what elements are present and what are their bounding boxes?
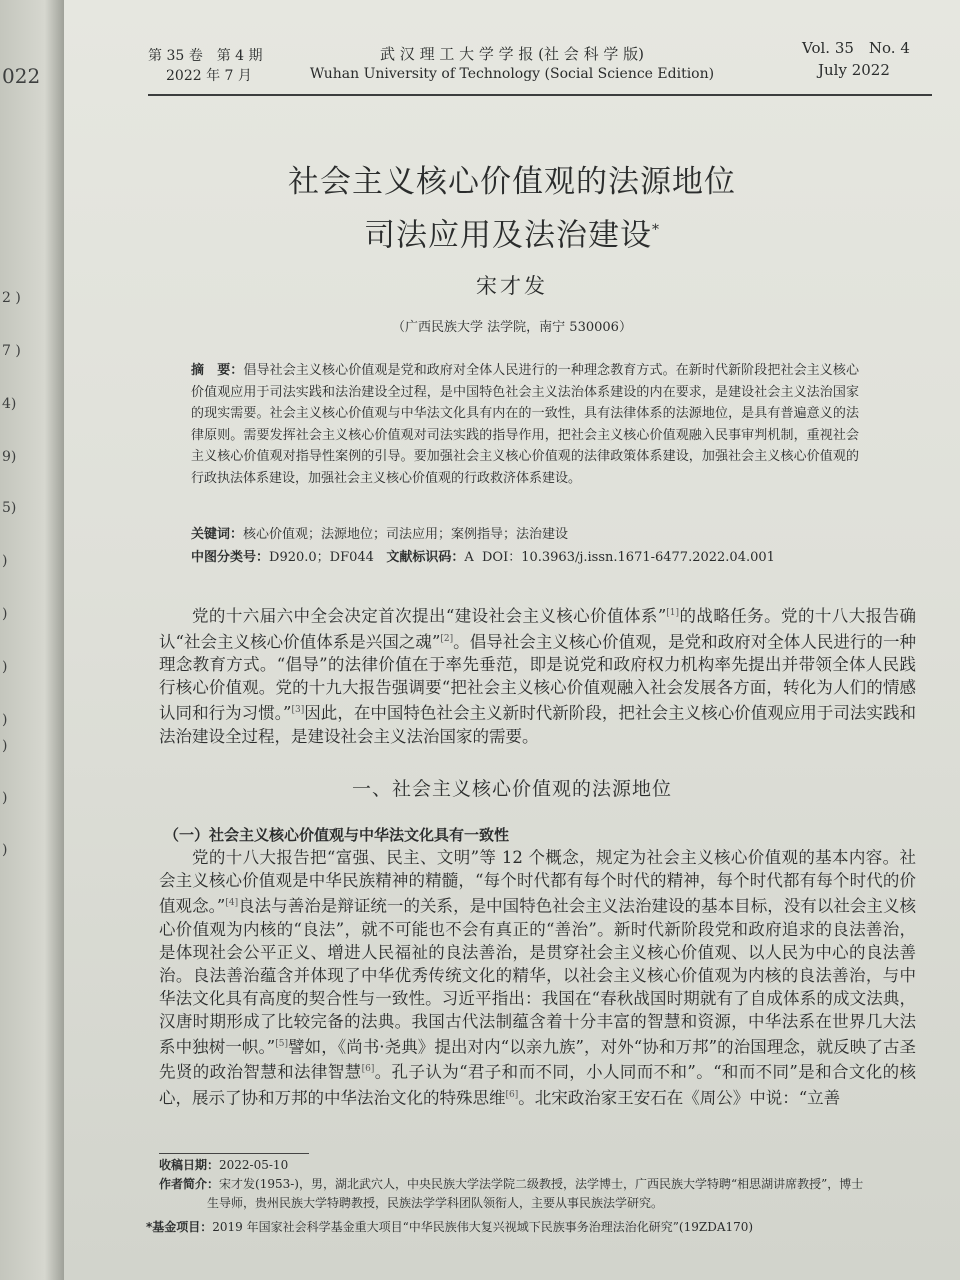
footnote-author-cont: 生导师，贵州民族大学特聘教授，民族法学学科团队领衔人，主要从事民族法学研究。 [207,1196,664,1210]
citation: [6] [361,1064,375,1074]
citation: [4] [225,898,239,908]
header-journal-name-en: Wuhan University of Technology (Social Science Edition) [309,66,715,82]
keywords [191,523,891,542]
margin-mark: ) [2,553,8,569]
title-footnote-mark: * [652,222,660,238]
keywords-label: 关键词： [191,527,244,542]
previous-page-year: 022 [2,64,41,88]
citation: [3] [291,705,305,715]
header-volume-en: Vol. 35 No. 4 [802,39,910,57]
intro-paragraph: 党的十六届六中全会决定首次提出“建设社会主义核心价值体系”[1]的战略任务。党的十八大报告确认“社会主义核心价值体系是兴国之魂”[2]。倡导社会主义核心价值观，是党和政府对全体人民进行的一种理念教育方式。“倡导”的法律价值在于率先垂范，即是说党和政府权力机构率先提出并带领全体人民践行核心价值观。党的十九大报告强调要“把社会主义核心价值观融入社会发展各方面，转化为人们的情感认同和行为习惯。”[3]因此，在中国特色社会主义新时代新阶段，把社会主义核心价值观应用于司法实践和法治建设全过程，是建设社会主义法治国家的需要。 [159,606,917,746]
doi: DOI：10.3963/j.issn.1671-6477.2022.04.001 [482,550,775,565]
header-rule [148,94,932,96]
margin-mark: ) [2,842,8,858]
clc-label: 中图分类号： [191,550,270,565]
section-paragraph: 党的十八大报告把“富强、民主、文明”等 12 个概念，规定为社会主义核心价值观的基本内容。社会主义核心价值观是中华民族精神的精髓，“每个时代都有每个时代的精神，每个时代都有每个时代的价值观念。”[4]良法与善治是辩证统一的关系，是中国特色社会主义法治建设的基本目标，没有以社会主义核心价值观为内核的“良法”，就不可能也不会有真正的“善治”。新时代新阶段党和政府追求的良法善治，是体现社会公平正义、增进人民福祉的良法善治，是贯穿社会主义核心价值观、以人民为中心的良法善治。良法善治蕴含并体现了中华优秀传统文化的精华，以社会主义核心价值观为内核的良法善治，与中华法文化具有高度的契合性与一致性。习近平指出：我国在“春秋战国时期就有了自成体系的成文法典，汉唐时期形成了比较完备的法典。我国古代法制蕴含着十分丰富的智慧和资源，中华法系在世界几大法系中独树一帜。”[5]譬如，《尚书·尧典》提出对内“以亲九族”，对外“协和万邦”的治国理念，就反映了古圣先贤的政治智慧和法律智慧[6]。孔子认为“君子和而不同，小人同而不和”。“和而不同”是和合文化的核心，展示了协和万邦的中华法治文化的特殊思维[6]。北宋政治家王安石在《周公》中说：“立善 [159,848,917,1107]
article-title-line2: 司法应用及法治建设* [364,217,660,254]
footnote-received: 收稿日期：2022-05-10 [159,1158,289,1172]
section-heading: 一、社会主义核心价值观的法源地位 [351,778,672,800]
margin-mark: 7 ) [2,343,21,359]
margin-mark: 2 ) [2,290,21,306]
abstract-text: 倡导社会主义核心价值观是党和政府对全体人民进行的一种理念教育方式。在新时代新阶段把社会主义核心价值观应用于司法实践和法治建设全过程，是中国特色社会主义法治体系建设的内在要求，是建设社会主义法治国家的现实需要。社会主义核心价值观与中华法文化具有内在的一致性，具有法律体系的法源地位，是具有普遍意义的法律原则。需要发挥社会主义核心价值观对司法实践的指导作用，把社会主义核心价值观融入民事审判机制，重视社会主义核心价值观对指导性案例的引导。要加强社会主义核心价值观的法律政策体系建设，加强社会主义核心价值观的行政执法体系建设，加强社会主义核心价值观的行政救济体系建设。 [191,363,859,486]
clc-value: D920.0；DF044 [269,550,374,565]
keywords-text: 核心价值观；法源地位；司法应用；案例指导；法治建设 [243,527,569,542]
margin-mark: ) [2,606,8,622]
margin-mark: ) [2,712,8,728]
author-affiliation: （广西民族大学 法学院，南宁 530006） [392,320,632,335]
abstract [191,360,859,489]
footnote-rule [159,1153,309,1154]
citation: [1] [666,608,680,618]
citation: [5] [275,1038,288,1049]
article-title-line1: 社会主义核心价值观的法源地位 [288,164,736,200]
subsection-heading: （一）社会主义核心价值观与中华法文化具有一致性 [164,826,510,844]
header-date: 2022 年 7 月 [166,68,252,84]
doc-code-label: 文献标识码： [386,550,465,565]
citation: [2] [440,633,454,644]
header-date-en: July 2022 [818,61,890,79]
margin-mark: ) [2,659,8,675]
previous-page-edge [0,0,64,1280]
doc-code-value: A [464,550,474,565]
author-name: 宋才发 [476,274,548,298]
margin-mark: 9) [2,449,17,465]
margin-mark: 4) [2,396,17,412]
classification-line [191,546,891,565]
footnote-fund: *基金项目：2019 年国家社会科学基金重大项目“中华民族伟大复兴视域下民族事务治理法治化研究”(19ZDA170) [146,1220,754,1234]
header-volume-issue: 第 35 卷 第 4 期 [148,48,263,64]
margin-mark: ) [2,738,8,754]
journal-page [64,0,960,1280]
margin-mark: 5) [2,500,17,516]
footnote-author: 作者简介：宋才发(1953-)，男，湖北武穴人，中央民族大学法学院二级教授，法学博士，广西民族大学特聘“相思湖讲席教授”，博士 [159,1177,864,1191]
margin-mark: ) [2,790,8,806]
citation: [6] [505,1089,519,1100]
abstract-label: 摘 要： [191,363,244,378]
header-journal-name: 武 汉 理 工 大 学 学 报 (社 会 科 学 版) [380,45,644,63]
